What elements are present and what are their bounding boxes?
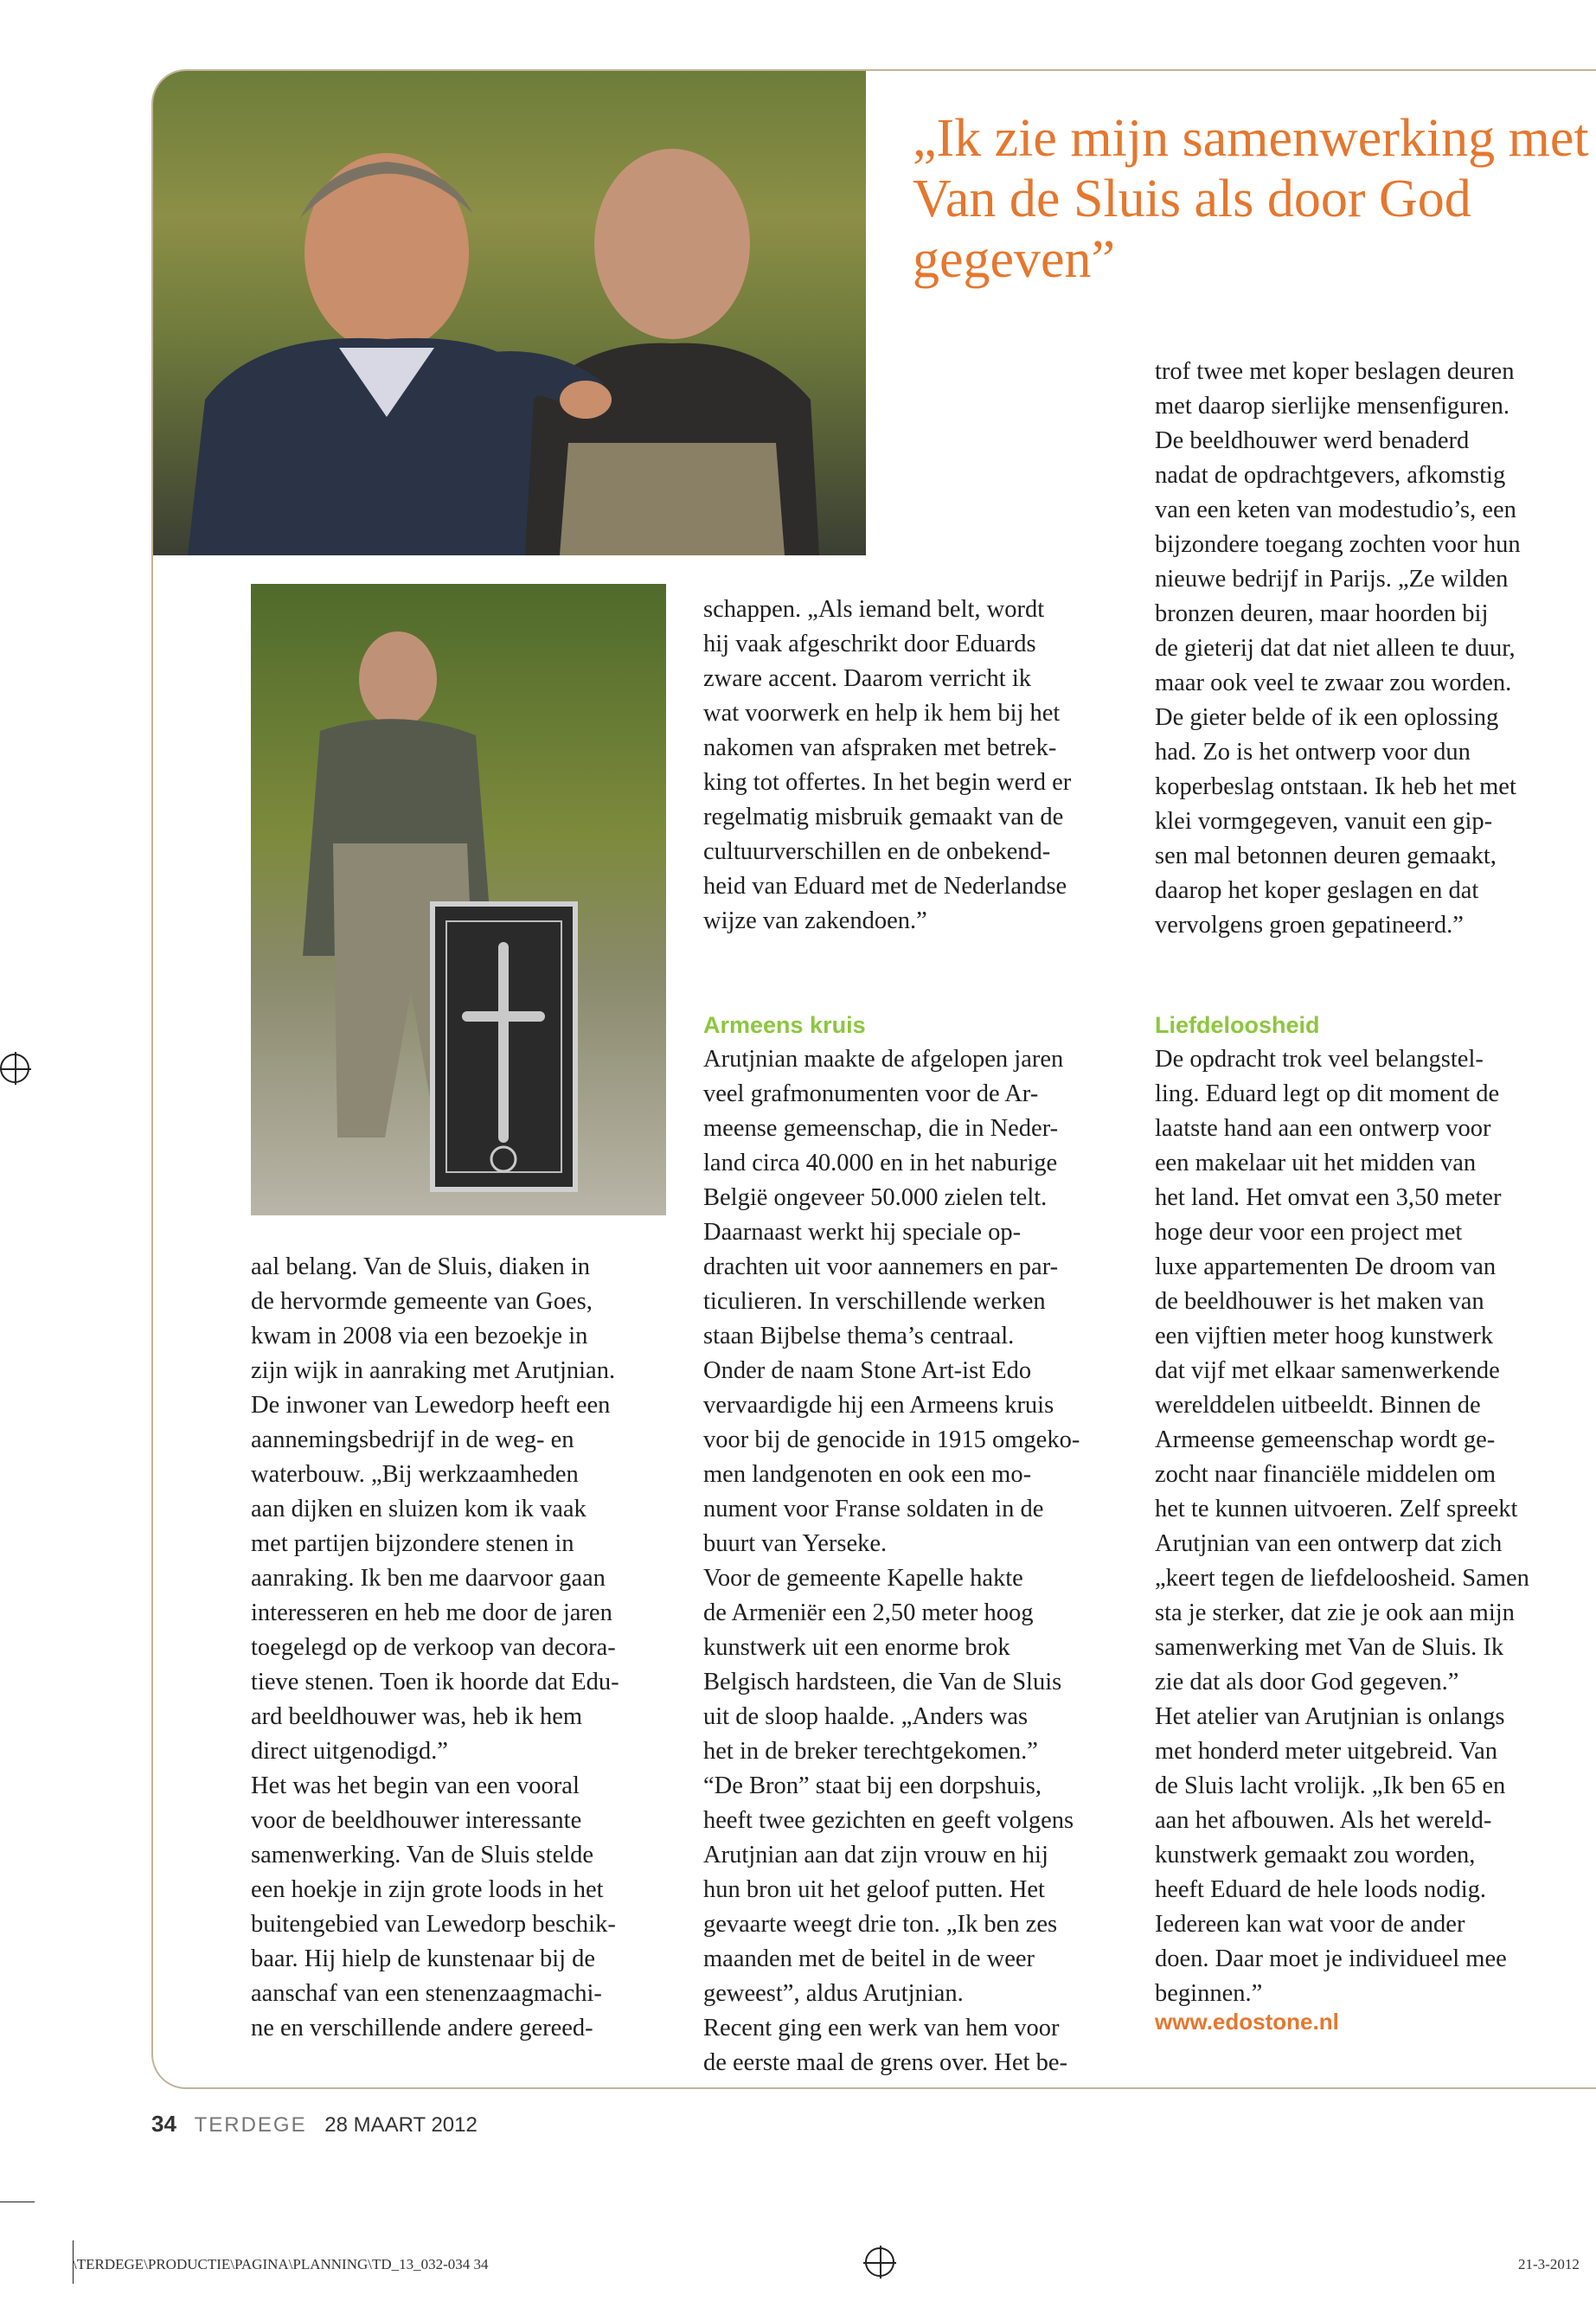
registration-mark-icon: [865, 2247, 894, 2277]
page-number: 34: [151, 2111, 176, 2137]
column-middle-text: Arutjnian maakte de afgelopen jaren veel grafmonumenten voor de Ar- meense gemeenschap, die in Neder- land circa 40.000 en in het naburige België ongeveer 50.000 zielen telt. Daarnaast werkt hij speciale op- drachten uit voor aannemers en par- ticulieren. In verschillende werken staan Bijbelse thema’s centraal. Onder de naam Stone Art-ist Edo vervaardigde hij een Armeens kruis voor bij de genocide in 1915 omgeko- men landgenoten en ook een mo- nument voor Franse soldaten in de buurt van Yerseke. Voor de gemeente Kapelle hakte de Armeniër een 2,50 meter hoog kunstwerk uit een enorme brok Belgisch hardsteen, die Van de Sluis uit de sloop haalde. „Anders was het in de breker terechtgekomen.” “De Bron” staat bij een dorpshuis, heeft twee gezichten en geeft volgens Arutjnian aan dat zijn vrouw en hij hun bron uit het geloof putten. Het gevaarte weegt drie ton. „Ik ben zes maanden met de beitel in de weer geweest”, aldus Arutjnian. Recent ging een werk van hem voor de eerste maal de grens over. Het be-: [703, 1046, 1080, 2076]
column-right-top-text: trof twee met koper beslagen deuren met daarop sierlijke mensenfiguren. De beeldhouwer werd benaderd nadat de opdrachtgevers, afkomstig van een keten van modestudio’s, een bijzondere toegang zochten voor hun nieuwe bedrijf in Parijs. „Ze wilden bronzen deuren, maar hoorden bij de gieterij dat dat niet alleen te duur, maar ook veel te zwaar zou worden. De gieter belde of ik een oplossing had. Zo is het ontwerp voor dun koperbeslag ontstaan. Ik heb het met klei vormgegeven, vanuit een gip- sen mal betonnen deuren gemaakt, daarop het koper geslagen en dat vervolgens groen gepatineerd.”: [1155, 358, 1521, 939]
column-right-section: [1155, 973, 1587, 2011]
column-middle-section: [703, 973, 1136, 2080]
column-middle-top-text: schappen. „Als iemand belt, wordt hij vaak afgeschrikt door Eduards zware accent. Daarom verricht ik wat voorwerk en help ik hem bij het nakomen van afspraken met betrek- king tot offertes. In het begin werd er regelmatig misbruik gemaakt van de cultuurverschillen en de onbekend- heid van Eduard met de Nederlandse wijze van zakendoen.”: [703, 596, 1072, 934]
page-footer: [151, 2111, 478, 2138]
print-slug-path: \TERDEGE\PRODUCTIE\PAGINA\PLANNING\TD_13_032-034 34: [73, 2256, 489, 2272]
issue-date: 28 MAART 2012: [324, 2113, 478, 2137]
photo-sculptor-with-stone: [251, 584, 666, 1215]
photo-sculptor-illustration: [251, 584, 666, 1215]
section-heading-liefdeloosheid: Liefdeloosheid: [1155, 1012, 1320, 1038]
pull-quote: „Ik zie mijn samenwerking met Van de Sluis als door God gegeven”: [913, 109, 1589, 289]
section-heading-armeens-kruis: Armeens kruis: [703, 1012, 866, 1038]
website-link[interactable]: www.edostone.nl: [1155, 2009, 1339, 2035]
magazine-name: TERDEGE: [194, 2113, 307, 2137]
registration-mark-icon: [0, 1054, 29, 1083]
column-right-text: De opdracht trok veel belangstel- ling. Eduard legt op dit moment de laatste hand aan een ontwerp voor een makelaar uit het midden van het land. Het omvat een 3,50 meter hoge deur voor een project met luxe appartementen De droom van de beeldhouwer is het maken van een vijftien meter hoog kunstwerk dat vijf met elkaar samenwerkende werelddelen uitbeeldt. Binnen de Armeense gemeenschap wordt ge- zocht naar financiële middelen om het te kunnen uitvoeren. Zelf spreekt Arutjnian van een ontwerp dat zich „keert tegen de liefdeloosheid. Samen sta je sterker, dat zie je ook aan mijn samenwerking met Van de Sluis. Ik zie dat als door God gegeven.” Het atelier van Arutjnian is onlangs met honderd meter uitgebreid. Van de Sluis lacht vrolijk. „Ik ben 65 en aan het afbouwen. Als het wereld- kunstwerk gemaakt zou worden, heeft Eduard de hele loods nodig. Iedereen kan wat voor de ander doen. Daar moet je individueel mee beginnen.”: [1155, 1046, 1529, 2007]
column-left-text: aal belang. Van de Sluis, diaken in de hervormde gemeente van Goes, kwam in 2008 via een bezoekje in zijn wijk in aanraking met Arutjnian. De inwoner van Lewedorp heeft een aannemingsbedrijf in de weg- en waterbouw. „Bij werkzaamheden aan dijken en sluizen kom ik vaak met partijen bijzondere stenen in aanraking. Ik ben me daarvoor gaan interesseren en heb me door de jaren toegelegd op de verkoop van decora- tieve stenen. Toen ik hoorde dat Edu- ard beeldhouwer was, heb ik hem direct uitgenodigd.” Het was het begin van een vooral voor de beeldhouwer interessante samenwerking. Van de Sluis stelde een hoekje in zijn grote loods in het buitengebied van Lewedorp beschik- baar. Hij hielp de kunstenaar bij de aanschaf van een stenenzaagmachi- ne en verschillende andere gereed-: [251, 1253, 619, 2041]
photo-two-men-illustration: [153, 71, 866, 555]
print-slug-date: 21-3-2012: [1518, 2256, 1580, 2272]
photo-two-men: [153, 71, 866, 555]
